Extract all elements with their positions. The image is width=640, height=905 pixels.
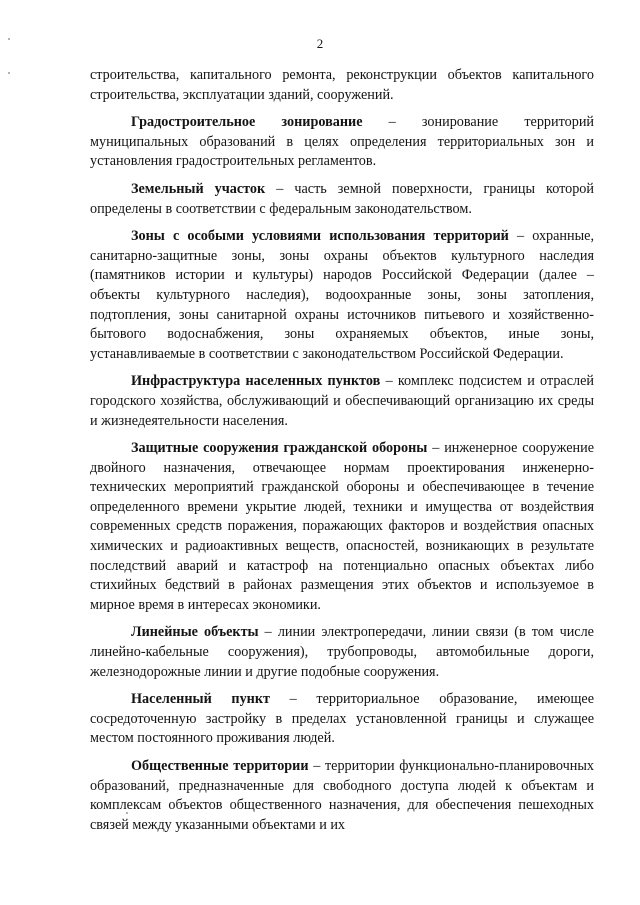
definition-paragraph: [90, 113, 594, 172]
term: Населенный пункт: [131, 691, 270, 708]
definition-paragraph: [90, 439, 594, 615]
term: Градостроительное зонирование: [131, 114, 363, 131]
definition: – территории функционально-планировочных образований, предназначенные для свободного доступа людей к объектам и комплексам объектов общественного назначения, для обеспечения пешеходных связей между указанными объектами и их: [90, 758, 594, 833]
definition: – охранные, санитарно-защитные зоны, зоны охраны объектов культурного наследия (памятников истории и культуры) народов Российской Федерации (далее – объекты культурного наследия), водоохранные зоны, зоны затопления, подтопления, зоны санитарной охраны источников питьевого и хозяйственно-бытового водоснабжения, зоны охраняемых объектов, иные зоны, устанавливаемые в соответствии с законодательством Российской Федерации.: [90, 228, 594, 362]
term: Зоны с особыми условиями использования территорий: [131, 228, 509, 245]
page-number: 2: [316, 36, 324, 51]
definition-paragraph: [90, 690, 594, 749]
definition-paragraph: [90, 757, 594, 835]
term: Общественные территории: [131, 758, 309, 774]
scan-speck: [8, 38, 10, 40]
term: Земельный участок: [131, 180, 266, 197]
definition-paragraph: [90, 372, 594, 431]
definition-paragraph: [90, 623, 594, 682]
definition: – комплекс подсистем и отраслей городского хозяйства, обслуживающий и обеспечивающий организацию их среды и жизнедеятельности населения.: [90, 373, 594, 429]
term: Линейные объекты: [131, 624, 259, 641]
definition: строительства, капитального ремонта, реконструкции объектов капитального строительства, эксплуатации зданий, сооружений.: [90, 67, 594, 103]
definition-paragraph: [90, 227, 594, 364]
term: Защитные сооружения гражданской обороны: [131, 440, 428, 457]
paragraph-continuation: [90, 66, 594, 105]
document-body: [90, 66, 594, 843]
definition: – часть земной поверхности, границы которой определены в соответствии с федеральным законодательством.: [90, 180, 594, 217]
term: Инфраструктура населенных пунктов: [131, 373, 381, 390]
scan-speck: [8, 72, 10, 74]
definition: – линии электропередачи, линии связи (в том числе линейно-кабельные сооружения), трубопроводы, автомобильные дороги, железнодорожные линии и другие подобные сооружения.: [90, 624, 594, 680]
definition: – территориальное образование, имеющее сосредоточенную застройку в пределах установленной границы и служащее местом постоянного проживания людей.: [90, 691, 594, 747]
definition: – инженерное сооружение двойного назначения, отвечающее нормам проектирования инженерно-технических мероприятий гражданской обороны и обеспечивающее в течение определенного времени укрытие людей, техники и имущества от воздействия современных средств поражения, поражающих факторов и воздействия опасных химических и радиоактивных веществ, опасностей, возникающих в результате последствий аварий и катастроф на потенциально опасных объектах либо стихийных бедствий в районах размещения этих объектов и используемое в мирное время в интересах экономики.: [90, 440, 594, 613]
definition: – зонирование территорий муниципальных образований в целях определения территориальных зон и установления градостроительных регламентов.: [90, 114, 594, 170]
definition-paragraph: [90, 180, 594, 219]
